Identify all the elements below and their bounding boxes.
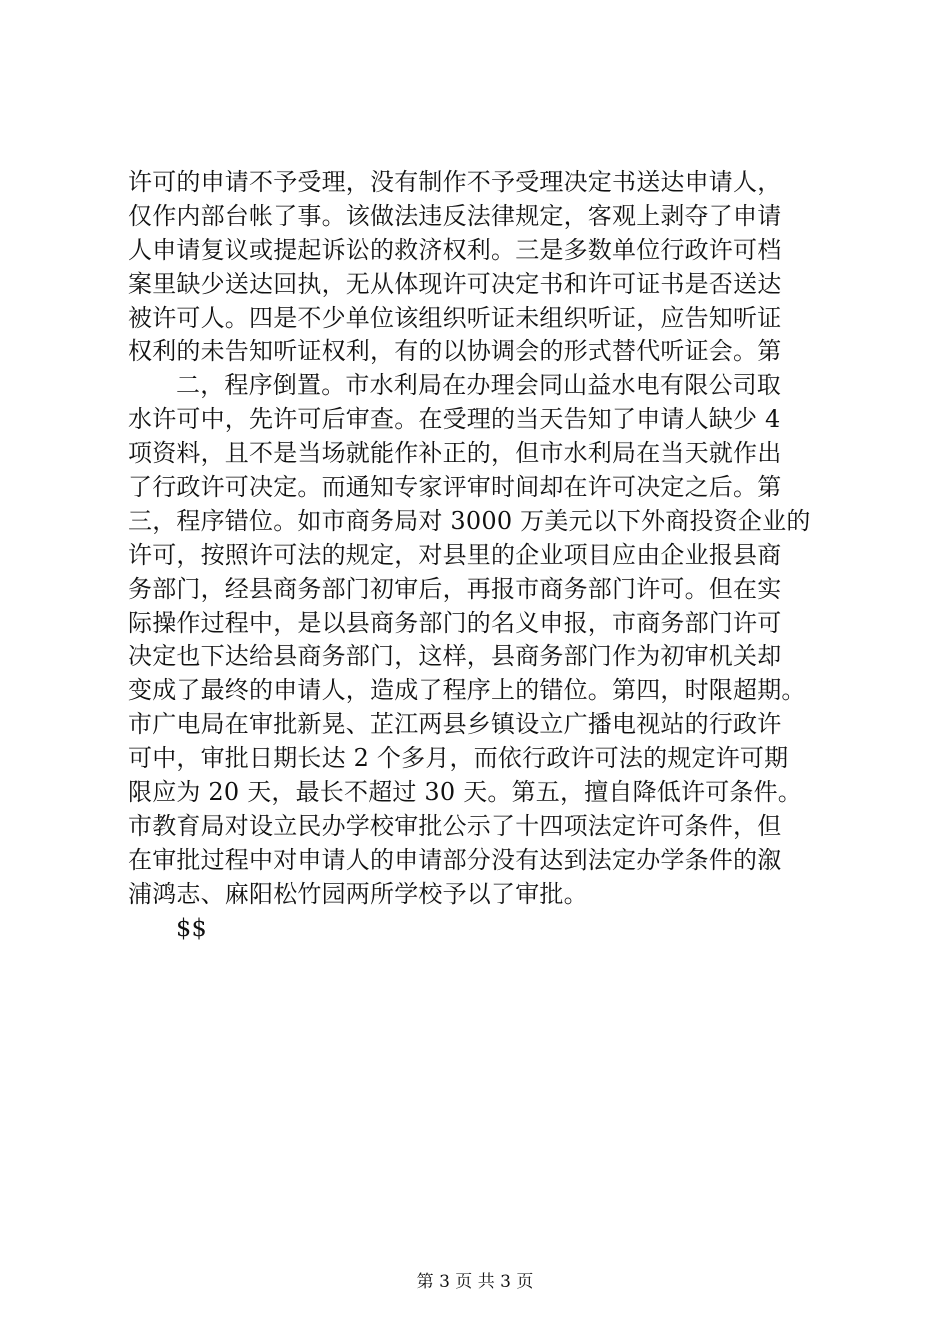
text-line: 被许可人。四是不少单位该组织听证未组织听证，应告知听证: [128, 303, 782, 332]
text-line: 决定也下达给县商务部门，这样，县商务部门作为初审机关却: [128, 642, 782, 671]
text-line: 可中，审批日期长达 2 个多月，而依行政许可法的规定许可期: [128, 744, 789, 773]
text-line: 许可，按照许可法的规定，对县里的企业项目应由企业报县商: [128, 540, 782, 569]
text-line: $$: [176, 913, 207, 942]
text-line: 在审批过程中对申请人的申请部分没有达到法定办学条件的溆: [128, 845, 782, 874]
text-line: 浦鸿志、麻阳松竹园两所学校予以了审批。: [128, 879, 588, 908]
text-line: 二，程序倒置。市水利局在办理会同山益水电有限公司取: [176, 371, 781, 400]
text-line: 市广电局在审批新晃、芷江两县乡镇设立广播电视站的行政许: [128, 710, 782, 739]
text-line: 仅作内部台帐了事。该做法违反法律规定，客观上剥夺了申请: [128, 201, 782, 230]
text-line: 变成了最终的申请人，造成了程序上的错位。第四，时限超期。: [128, 676, 806, 705]
text-line: 三，程序错位。如市商务局对 3000 万美元以下外商投资企业的: [128, 506, 811, 535]
text-line: 了行政许可决定。而通知专家评审时间却在许可决定之后。第: [128, 473, 782, 502]
text-line: 人申请复议或提起诉讼的救济权利。三是多数单位行政许可档: [128, 235, 782, 264]
text-line: 际操作过程中，是以县商务部门的名义申报，市商务部门许可: [128, 608, 782, 637]
document-body: [128, 166, 828, 945]
text-line: 务部门，经县商务部门初审后，再报市商务部门许可。但在实: [128, 574, 782, 603]
text-line: 权利的未告知听证权利，有的以协调会的形式替代听证会。第: [128, 337, 782, 366]
page-footer: 第 3 页 共 3 页: [416, 1272, 534, 1292]
text-line: 水许可中，先许可后审查。在受理的当天告知了申请人缺少 4: [128, 405, 781, 434]
text-line: 许可的申请不予受理，没有制作不予受理决定书送达申请人，: [128, 168, 782, 196]
text-line: 项资料，且不是当场就能作补正的，但市水利局在当天就作出: [128, 439, 782, 468]
text-line: 案里缺少送达回执，无从体现许可决定书和许可证书是否送达: [128, 269, 782, 298]
text-line: 限应为 20 天，最长不超过 30 天。第五，擅自降低许可条件。: [128, 778, 802, 807]
text-line: 市教育局对设立民办学校审批公示了十四项法定许可条件，但: [128, 811, 782, 840]
